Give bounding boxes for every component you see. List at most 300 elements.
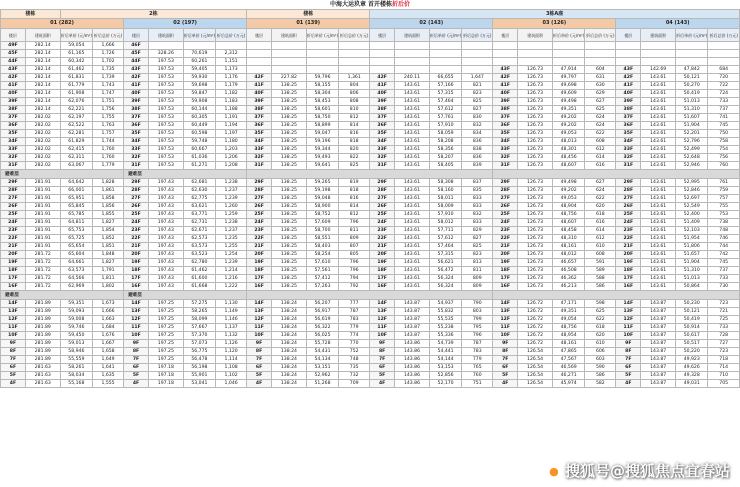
total-price-cell: 1,126 bbox=[216, 340, 247, 348]
header-total-price: 折后总价 (万元) bbox=[216, 29, 247, 42]
area-cell: 126.73 bbox=[518, 179, 553, 187]
floor-cell: 19F bbox=[124, 259, 149, 267]
unit-price-cell: 59,698 bbox=[183, 82, 215, 90]
floor-cell: 34F bbox=[247, 138, 272, 146]
area-cell: 281.91 bbox=[25, 211, 60, 219]
area-cell: 197.25 bbox=[148, 324, 183, 332]
floor-cell: 39F bbox=[493, 98, 518, 106]
area-cell: 281.91 bbox=[25, 227, 60, 235]
area-cell: 197.25 bbox=[148, 348, 183, 356]
refuge-floor-band bbox=[247, 170, 493, 179]
total-price-cell bbox=[339, 50, 370, 58]
unit-price-cell: 62,197 bbox=[60, 114, 92, 122]
total-price-cell: 720 bbox=[708, 74, 740, 82]
area-cell: 282.02 bbox=[25, 138, 60, 146]
total-price-cell: 818 bbox=[339, 138, 370, 146]
total-price-cell: 1,255 bbox=[216, 243, 247, 251]
floor-cell: 7F bbox=[493, 356, 518, 364]
unit-price-cell: 51,806 bbox=[676, 243, 708, 251]
total-price-cell: 1,149 bbox=[216, 308, 247, 316]
total-price-cell: 1,658 bbox=[93, 348, 124, 356]
area-cell: 138.25 bbox=[272, 195, 307, 203]
area-cell: 138.25 bbox=[272, 259, 307, 267]
area-cell: 282.14 bbox=[25, 82, 60, 90]
total-price-cell: 811 bbox=[339, 227, 370, 235]
unit-price-cell: 52,697 bbox=[676, 195, 708, 203]
area-cell: 197.43 bbox=[148, 219, 183, 227]
unit-price-cell: 49,054 bbox=[552, 316, 584, 324]
total-price-cell: 809 bbox=[462, 275, 493, 283]
total-price-cell: 730 bbox=[708, 283, 740, 291]
area-cell: 126.73 bbox=[518, 114, 553, 122]
total-price-cell: 741 bbox=[708, 114, 740, 122]
unit-price-cell: 60,667 bbox=[183, 146, 215, 154]
total-price-cell: 813 bbox=[462, 259, 493, 267]
total-price-cell: 1,757 bbox=[93, 130, 124, 138]
total-price-cell: 814 bbox=[339, 122, 370, 130]
total-price-cell: 829 bbox=[462, 227, 493, 235]
floor-cell bbox=[247, 66, 272, 74]
floor-cell: 39F bbox=[124, 98, 149, 106]
area-cell: 126.73 bbox=[518, 146, 553, 154]
total-price-cell: 1,197 bbox=[216, 130, 247, 138]
floor-cell: 37F bbox=[616, 114, 641, 122]
total-price-cell: 1,744 bbox=[93, 138, 124, 146]
floor-cell: 26F bbox=[1, 203, 26, 211]
floor-cell: 13F bbox=[1, 308, 26, 316]
area-cell: 281.89 bbox=[25, 316, 60, 324]
unit-price-cell: 57,166 bbox=[429, 82, 461, 90]
total-price-cell: 1,684 bbox=[93, 324, 124, 332]
area-cell bbox=[641, 58, 676, 66]
floor-cell: 9F bbox=[370, 340, 395, 348]
area-cell: 143.61 bbox=[395, 138, 430, 146]
total-price-cell: 1,779 bbox=[93, 162, 124, 170]
floor-cell: 21F bbox=[493, 243, 518, 251]
total-price-cell: 738 bbox=[708, 219, 740, 227]
total-price-cell: 588 bbox=[585, 275, 616, 283]
total-price-cell: 722 bbox=[708, 82, 740, 90]
area-cell bbox=[148, 42, 183, 50]
unit-price-cell bbox=[306, 50, 338, 58]
total-price-cell: 807 bbox=[339, 243, 370, 251]
area-cell: 197.43 bbox=[148, 275, 183, 283]
header-unit-price: 折后单价 (元/m²) bbox=[676, 29, 708, 42]
floor-cell: 13F bbox=[124, 308, 149, 316]
unit-price-cell: 59,047 bbox=[306, 130, 338, 138]
total-price-cell: 1,188 bbox=[216, 106, 247, 114]
total-price-cell: 755 bbox=[708, 203, 740, 211]
unit-price-cell: 49,202 bbox=[552, 187, 584, 195]
unit-price-cell: 58,059 bbox=[429, 130, 461, 138]
floor-cell: 43F bbox=[124, 66, 149, 74]
total-price-cell: 810 bbox=[339, 106, 370, 114]
unit-price-cell: 59,198 bbox=[306, 187, 338, 195]
unit-price-cell: 51,954 bbox=[676, 235, 708, 243]
area-cell: 282.02 bbox=[25, 122, 60, 130]
title-highlight: 折后价 bbox=[392, 1, 411, 8]
unit-price-cell: 51,904 bbox=[676, 259, 708, 267]
floor-cell: 9F bbox=[247, 340, 272, 348]
area-cell: 138.25 bbox=[272, 130, 307, 138]
total-price-cell: 620 bbox=[585, 203, 616, 211]
floor-cell: 10F bbox=[247, 332, 272, 340]
floor-cell: 25F bbox=[247, 211, 272, 219]
floor-cell: 21F bbox=[124, 243, 149, 251]
area-cell: 143.87 bbox=[641, 332, 676, 340]
unit-price-cell: 57,370 bbox=[183, 332, 215, 340]
unit-price-cell: 49,698 bbox=[552, 82, 584, 90]
floor-cell: 24F bbox=[247, 219, 272, 227]
area-cell: 197.43 bbox=[148, 179, 183, 187]
area-cell: 281.91 bbox=[25, 195, 60, 203]
unit-price-cell: 55,728 bbox=[306, 340, 338, 348]
floor-cell: 13F bbox=[370, 308, 395, 316]
area-cell: 126.72 bbox=[518, 308, 553, 316]
total-price-cell: 745 bbox=[708, 259, 740, 267]
floor-cell: 34F bbox=[370, 138, 395, 146]
total-price-cell: 586 bbox=[585, 283, 616, 291]
total-price-cell: 1,756 bbox=[93, 106, 124, 114]
total-price-cell: 604 bbox=[585, 66, 616, 74]
area-cell: 126.73 bbox=[518, 130, 553, 138]
total-price-cell: 1,666 bbox=[93, 308, 124, 316]
unit-price-cell: 62,681 bbox=[183, 179, 215, 187]
floor-cell: 7F bbox=[124, 356, 149, 364]
unit-price-cell: 61,462 bbox=[183, 267, 215, 275]
unit-price-cell: 58,750 bbox=[306, 114, 338, 122]
area-cell: 138.24 bbox=[272, 300, 307, 308]
unit-price-cell: 49,031 bbox=[676, 380, 708, 388]
area-cell: 197.43 bbox=[148, 259, 183, 267]
unit-price-cell: 58,752 bbox=[306, 211, 338, 219]
area-cell: 138.24 bbox=[272, 364, 307, 372]
unit-price-cell: 56,324 bbox=[429, 275, 461, 283]
floor-cell: 27F bbox=[247, 195, 272, 203]
area-cell: 281.72 bbox=[25, 267, 60, 275]
unit-price-cell: 51,013 bbox=[676, 275, 708, 283]
total-price-cell: 624 bbox=[585, 114, 616, 122]
area-cell: 282.14 bbox=[25, 74, 60, 82]
unit-price-cell: 49,498 bbox=[552, 179, 584, 187]
total-price-cell: 608 bbox=[585, 138, 616, 146]
unit-price-cell: 46,508 bbox=[552, 267, 584, 275]
total-price-cell: 1,702 bbox=[93, 58, 124, 66]
total-price-cell: 799 bbox=[462, 316, 493, 324]
area-cell: 126.72 bbox=[518, 316, 553, 324]
area-cell: 138.25 bbox=[272, 235, 307, 243]
unit-header: 02 (143) bbox=[370, 19, 493, 29]
area-cell: 143.86 bbox=[395, 348, 430, 356]
floor-cell: 16F bbox=[247, 283, 272, 291]
total-price-cell: 777 bbox=[339, 300, 370, 308]
area-cell: 143.61 bbox=[395, 98, 430, 106]
unit-price-cell: 48,607 bbox=[552, 219, 584, 227]
total-price-cell: 618 bbox=[585, 324, 616, 332]
floor-cell: 13F bbox=[493, 308, 518, 316]
area-cell: 138.25 bbox=[272, 243, 307, 251]
floor-cell: 27F bbox=[493, 195, 518, 203]
unit-price-cell: 51,310 bbox=[676, 106, 708, 114]
unit-price-cell: 64,566 bbox=[60, 275, 92, 283]
unit-price-cell: 50,270 bbox=[676, 82, 708, 90]
total-price-cell: 825 bbox=[462, 243, 493, 251]
unit-price-cell: 48,013 bbox=[552, 138, 584, 146]
area-cell: 143.61 bbox=[395, 122, 430, 130]
total-price-cell: 836 bbox=[462, 138, 493, 146]
unit-price-cell: 55,535 bbox=[429, 316, 461, 324]
total-price-cell: 1,856 bbox=[93, 203, 124, 211]
total-price-cell: 1,238 bbox=[216, 179, 247, 187]
total-price-cell: 612 bbox=[585, 146, 616, 154]
area-cell: 281.91 bbox=[25, 203, 60, 211]
floor-cell: 23F bbox=[1, 227, 26, 235]
area-cell: 138.24 bbox=[272, 324, 307, 332]
floor-cell: 18F bbox=[493, 267, 518, 275]
floor-cell: 33F bbox=[124, 146, 149, 154]
total-price-cell: 1,237 bbox=[216, 227, 247, 235]
unit-price-cell: 49,351 bbox=[552, 308, 584, 316]
area-cell: 281.89 bbox=[25, 300, 60, 308]
total-price-cell: 1,676 bbox=[93, 332, 124, 340]
unit-price-cell: 61,165 bbox=[60, 50, 92, 58]
total-price-cell: 760 bbox=[462, 372, 493, 380]
total-price-cell: 1,763 bbox=[93, 122, 124, 130]
floor-cell: 36F bbox=[370, 122, 395, 130]
total-price-cell: 723 bbox=[708, 348, 740, 356]
floor-cell: 36F bbox=[1, 122, 26, 130]
floor-cell: 40F bbox=[1, 90, 26, 98]
unit-price-cell: 50,517 bbox=[676, 340, 708, 348]
floor-cell: 36F bbox=[616, 122, 641, 130]
total-price-cell: 1,137 bbox=[216, 324, 247, 332]
area-cell: 143.61 bbox=[395, 179, 430, 187]
total-price-cell: 818 bbox=[339, 187, 370, 195]
floor-cell: 23F bbox=[370, 227, 395, 235]
total-price-cell: 1,760 bbox=[93, 154, 124, 162]
area-cell: 143.61 bbox=[395, 251, 430, 259]
total-price-cell: 608 bbox=[585, 251, 616, 259]
header-floor: 楼层 bbox=[616, 29, 641, 42]
unit-price-cell: 50,121 bbox=[676, 74, 708, 82]
floor-cell: 6F bbox=[616, 364, 641, 372]
total-price-cell: 783 bbox=[339, 316, 370, 324]
floor-cell: 39F bbox=[616, 98, 641, 106]
floor-cell: 10F bbox=[124, 332, 149, 340]
floor-cell: 17F bbox=[247, 275, 272, 283]
floor-cell: 6F bbox=[1, 364, 26, 372]
area-cell: 138.25 bbox=[272, 211, 307, 219]
total-price-cell: 805 bbox=[339, 251, 370, 259]
floor-cell: 25F bbox=[370, 211, 395, 219]
floor-cell: 23F bbox=[247, 227, 272, 235]
total-price-cell: 737 bbox=[708, 106, 740, 114]
area-cell: 143.87 bbox=[395, 324, 430, 332]
unit-price-cell: 52,856 bbox=[429, 372, 461, 380]
floor-cell: 32F bbox=[370, 154, 395, 162]
area-cell: 197.18 bbox=[148, 380, 183, 388]
floor-cell: 12F bbox=[616, 316, 641, 324]
unit-price-cell: 51,607 bbox=[676, 114, 708, 122]
unit-price-cell: 59,796 bbox=[306, 74, 338, 82]
area-cell: 281.63 bbox=[25, 372, 60, 380]
header-floor: 楼层 bbox=[124, 29, 149, 42]
floor-cell: 39F bbox=[1, 98, 26, 106]
floor-cell: 7F bbox=[1, 356, 26, 364]
area-cell: 143.87 bbox=[641, 348, 676, 356]
floor-cell: 6F bbox=[247, 364, 272, 372]
floor-cell: 20F bbox=[124, 251, 149, 259]
total-price-cell: 823 bbox=[462, 251, 493, 259]
unit-price-cell: 58,899 bbox=[306, 122, 338, 130]
total-price-cell: 1,239 bbox=[216, 259, 247, 267]
total-price-cell: 1,183 bbox=[216, 98, 247, 106]
unit-price-cell: 62,221 bbox=[60, 106, 92, 114]
area-cell: 143.61 bbox=[641, 90, 676, 98]
unit-price-cell: 60,342 bbox=[60, 58, 92, 66]
total-price-cell: 787 bbox=[339, 308, 370, 316]
area-cell: 197.25 bbox=[148, 332, 183, 340]
unit-price-cell: 58,034 bbox=[60, 372, 92, 380]
floor-cell: 8F bbox=[616, 348, 641, 356]
area-cell: 143.61 bbox=[641, 235, 676, 243]
total-price-cell: 770 bbox=[339, 340, 370, 348]
unit-price-cell: 48,310 bbox=[552, 235, 584, 243]
area-cell: 197.53 bbox=[148, 114, 183, 122]
total-price-cell: 1,238 bbox=[216, 219, 247, 227]
area-cell: 126.73 bbox=[518, 154, 553, 162]
area-cell: 282.14 bbox=[25, 66, 60, 74]
unit-price-cell: 62,573 bbox=[183, 235, 215, 243]
unit-price-cell: 56,324 bbox=[429, 283, 461, 291]
floor-cell bbox=[370, 58, 395, 66]
unit-price-cell bbox=[552, 50, 584, 58]
area-cell bbox=[395, 66, 430, 74]
floor-cell: 28F bbox=[370, 187, 395, 195]
total-price-cell: 728 bbox=[708, 332, 740, 340]
total-price-cell: 1,811 bbox=[93, 275, 124, 283]
unit-price-cell: 60,261 bbox=[183, 58, 215, 66]
floor-cell: 26F bbox=[247, 203, 272, 211]
unit-price-cell: 60,144 bbox=[183, 106, 215, 114]
area-cell: 126.54 bbox=[518, 372, 553, 380]
header-total-price: 折后总价 (万元) bbox=[339, 29, 370, 42]
unit-price-cell: 58,208 bbox=[429, 138, 461, 146]
unit-price-cell: 57,464 bbox=[429, 98, 461, 106]
total-price-cell: 1,206 bbox=[216, 154, 247, 162]
unit-price-cell: 65,725 bbox=[60, 235, 92, 243]
floor-cell: 22F bbox=[247, 235, 272, 243]
unit-price-cell: 51,310 bbox=[676, 267, 708, 275]
total-price-cell: 627 bbox=[585, 98, 616, 106]
floor-cell: 31F bbox=[247, 162, 272, 170]
unit-price-cell: 65,604 bbox=[60, 251, 92, 259]
area-cell: 126.73 bbox=[518, 219, 553, 227]
total-price-cell: 796 bbox=[339, 219, 370, 227]
floor-cell: 25F bbox=[616, 211, 641, 219]
unit-price-cell: 57,910 bbox=[429, 122, 461, 130]
area-cell: 138.25 bbox=[272, 251, 307, 259]
floor-cell: 18F bbox=[616, 267, 641, 275]
unit-price-cell: 65,753 bbox=[60, 227, 92, 235]
area-cell bbox=[272, 50, 307, 58]
total-price-cell bbox=[585, 50, 616, 58]
total-price-cell: 733 bbox=[708, 324, 740, 332]
unit-price-cell: 52,846 bbox=[676, 187, 708, 195]
total-price-cell: 2,312 bbox=[216, 50, 247, 58]
unit-price-cell: 52,499 bbox=[676, 146, 708, 154]
unit-price-cell: 52,796 bbox=[676, 138, 708, 146]
unit-price-cell: 61,779 bbox=[60, 82, 92, 90]
area-cell: 138.24 bbox=[272, 316, 307, 324]
total-price-cell: 751 bbox=[462, 380, 493, 388]
total-price-cell: 759 bbox=[708, 187, 740, 195]
area-cell: 197.43 bbox=[148, 203, 183, 211]
unit-price-cell: 60,449 bbox=[183, 122, 215, 130]
unit-price-cell: 46,213 bbox=[552, 283, 584, 291]
unit-price-cell: 49,328 bbox=[676, 372, 708, 380]
floor-cell: 29F bbox=[124, 179, 149, 187]
unit-price-cell: 53,151 bbox=[306, 364, 338, 372]
title-text: 中海大运玖章 首开楼栋 bbox=[329, 1, 393, 8]
total-price-cell: 614 bbox=[585, 227, 616, 235]
total-price-cell: 614 bbox=[585, 154, 616, 162]
area-cell: 143.61 bbox=[395, 275, 430, 283]
unit-price-cell: 63,523 bbox=[183, 251, 215, 259]
floor-cell: 40F bbox=[247, 90, 272, 98]
total-price-cell: 625 bbox=[585, 308, 616, 316]
total-price-cell: 732 bbox=[339, 372, 370, 380]
area-cell: 281.91 bbox=[25, 243, 60, 251]
area-cell bbox=[641, 42, 676, 50]
floor-cell: 27F bbox=[616, 195, 641, 203]
total-price-cell: 582 bbox=[585, 380, 616, 388]
total-price-cell: 811 bbox=[462, 267, 493, 275]
area-cell: 143.86 bbox=[395, 356, 430, 364]
floor-cell: 14F bbox=[370, 300, 395, 308]
area-cell: 197.43 bbox=[148, 211, 183, 219]
unit-price-cell: 64,661 bbox=[60, 259, 92, 267]
sohu-logo-icon: ● bbox=[546, 464, 562, 480]
unit-price-cell: 50,230 bbox=[676, 300, 708, 308]
total-price-cell: 756 bbox=[708, 154, 740, 162]
area-cell: 126.73 bbox=[518, 66, 553, 74]
area-cell: 143.61 bbox=[641, 211, 676, 219]
unit-price-cell bbox=[306, 58, 338, 66]
area-cell: 197.53 bbox=[148, 90, 183, 98]
area-cell: 197.53 bbox=[148, 66, 183, 74]
unit-price-cell: 47,171 bbox=[552, 300, 584, 308]
floor-cell bbox=[247, 58, 272, 66]
total-price-cell: 622 bbox=[585, 195, 616, 203]
floor-cell bbox=[370, 50, 395, 58]
total-price-cell: 714 bbox=[708, 364, 740, 372]
unit-price-cell: 56,619 bbox=[306, 316, 338, 324]
area-cell: 126.73 bbox=[518, 267, 553, 275]
total-price-cell: 1,851 bbox=[93, 243, 124, 251]
total-price-cell: 586 bbox=[585, 372, 616, 380]
area-cell: 126.54 bbox=[518, 380, 553, 388]
refuge-floor-label: 避难层 bbox=[1, 291, 124, 300]
floor-cell: 23F bbox=[493, 227, 518, 235]
unit-price-cell: 59,008 bbox=[60, 316, 92, 324]
area-cell: 126.72 bbox=[518, 332, 553, 340]
total-price-cell: 838 bbox=[462, 146, 493, 154]
area-cell: 281.72 bbox=[25, 251, 60, 259]
unit-price-cell: 55,238 bbox=[429, 324, 461, 332]
floor-cell: 20F bbox=[616, 251, 641, 259]
floor-cell: 32F bbox=[247, 154, 272, 162]
